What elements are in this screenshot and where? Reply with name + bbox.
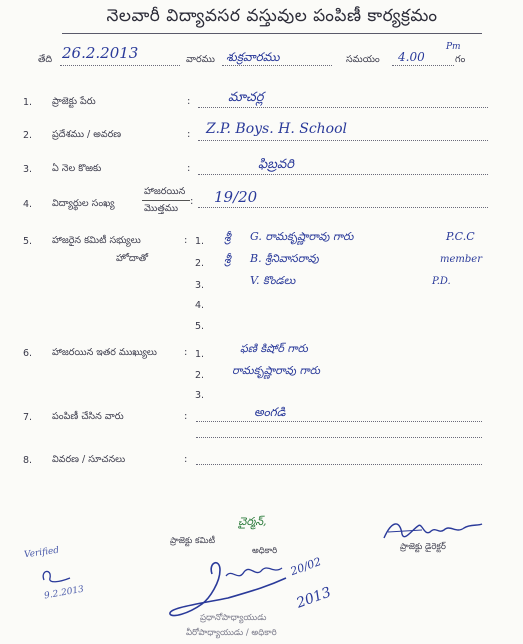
left-note-verified: Verified (23, 545, 60, 561)
row-2-value: Z.P. Boys. H. School (206, 121, 348, 137)
chairman-title: చైర్మన్, (238, 515, 267, 528)
row-6-label: హాజరయిన ఇతర ముఖ్యులు (52, 347, 157, 358)
day-value: శుక్రవారము (226, 50, 280, 64)
row-4-label-present: హాజరయిన (144, 186, 186, 197)
row-3-label: ఏ నెల కొఱకు (52, 163, 102, 174)
row-5-label: హాజరైన కమిటీ సభ్యులు (52, 235, 141, 246)
row-2-num: 2. (23, 130, 33, 141)
row-3-value: ఫిబ్రవరి (258, 157, 294, 172)
row-5-sublabel: హోదాతో (116, 253, 149, 264)
row-4-num: 4. (23, 199, 33, 210)
committee-role-2: member (440, 254, 482, 265)
row-8-label: వివరణ / సూచనలు (52, 454, 126, 465)
director-signature (378, 512, 488, 546)
date-value: 26.2.2013 (62, 44, 139, 62)
row-8-num: 8. (23, 455, 33, 466)
row-3-num: 3. (23, 164, 33, 175)
left-note-date: 9.2.2013 (43, 584, 85, 602)
committee-role-3: P.D. (432, 276, 451, 287)
date-label: తేది (38, 54, 53, 65)
headmaster-label: ప్రధానోపాధ్యాయుడు (200, 613, 267, 623)
form-page: నెలవారీ విద్యావసర వస్తువుల పంపిణీ కార్యక్రమం తేది 26.2.2013 వారము శుక్రవారము సమయం 4.00 Pm గం 1. ప్రాజెక్టు పేరు : మాచర్ల 2. ప్రదేశము / అవరణ : Z.P. Boys. H. School 3. ఏ నెల కొఱకు : ఫిబ్రవరి 4. విద్యార్థుల సంఖ్య హాజరయిన మొత్తము : 19/20 5. హాజరైన కమిటీ సభ్యులు హోదాతో : 1. శ్రీ G. రామకృష్ణారావు గారు P.C.C 2. శ్రీ B. శ్రీనివాసరావు member 3. V. కొండలు P.D. 4. 5. 6. హాజరయిన ఇతర ముఖ్యులు : 1. ఫణి కిషోర్ గారు 2. రామకృష్ణారావు గారు 3. 7. పంపిణీ చేసిన వారు : అంగడి 8. వివరణ / సూచనలు : చైర్మన్, ప్రాజెక్టు కమిటీ అధికారి ప్రాజెక్టు డైరెక్టర్ Verified 9.2.2013 20/02 2013 ప్రధానోపాధ్యాయుడు వీరోపాధ్యాయుడు / అధికారి (0, 0, 523, 644)
committee-name-2: B. శ్రీనివాసరావు (250, 252, 319, 265)
row-1-value: మాచర్ల (228, 90, 264, 105)
row-7-label: పంపిణీ చేసిన వారు (52, 411, 124, 422)
time-label: సమయం (346, 54, 380, 65)
row-7-value: అంగడి (254, 405, 286, 419)
headmaster-date-a: 20/02 (288, 554, 323, 579)
row-6-num: 6. (23, 348, 33, 359)
time-unit: గం (455, 54, 466, 65)
row-7-num: 7. (23, 412, 33, 423)
form-title: నెలవారీ విద్యావసర వస్తువుల పంపిణీ కార్యక్రమం (62, 6, 482, 34)
row-4-value: 19/20 (214, 188, 258, 206)
others-name-2: రామకృష్ణారావు గారు (232, 364, 320, 377)
time-suffix: Pm (446, 42, 461, 52)
left-initial-signature (36, 566, 76, 588)
time-value: 4.00 (398, 50, 425, 64)
row-1-num: 1. (23, 97, 33, 108)
director-label: ప్రాజెక్టు డైరెక్టర్ (400, 542, 446, 552)
committee-name-3: V. కొండలు (250, 274, 296, 287)
teacher-label: వీరోపాధ్యాయుడు / అధికారి (186, 628, 277, 638)
chairman-officer: అధికారి (252, 546, 278, 556)
headmaster-date-b: 2013 (294, 584, 334, 612)
row-4-label-a: విద్యార్థుల సంఖ్య (52, 198, 115, 209)
committee-name-1: G. రామకృష్ణారావు గారు (250, 230, 354, 243)
row-2-label: ప్రదేశము / అవరణ (52, 129, 122, 140)
others-name-1: ఫణి కిషోర్ గారు (240, 342, 308, 355)
day-label: వారము (186, 54, 215, 65)
row-4-label-total: మొత్తము (144, 203, 179, 214)
committee-role-1: P.C.C (446, 230, 475, 243)
chairman-committee: ప్రాజెక్టు కమిటీ (170, 536, 216, 546)
row-5-num: 5. (23, 236, 33, 247)
row-1-label: ప్రాజెక్టు పేరు (52, 96, 96, 107)
